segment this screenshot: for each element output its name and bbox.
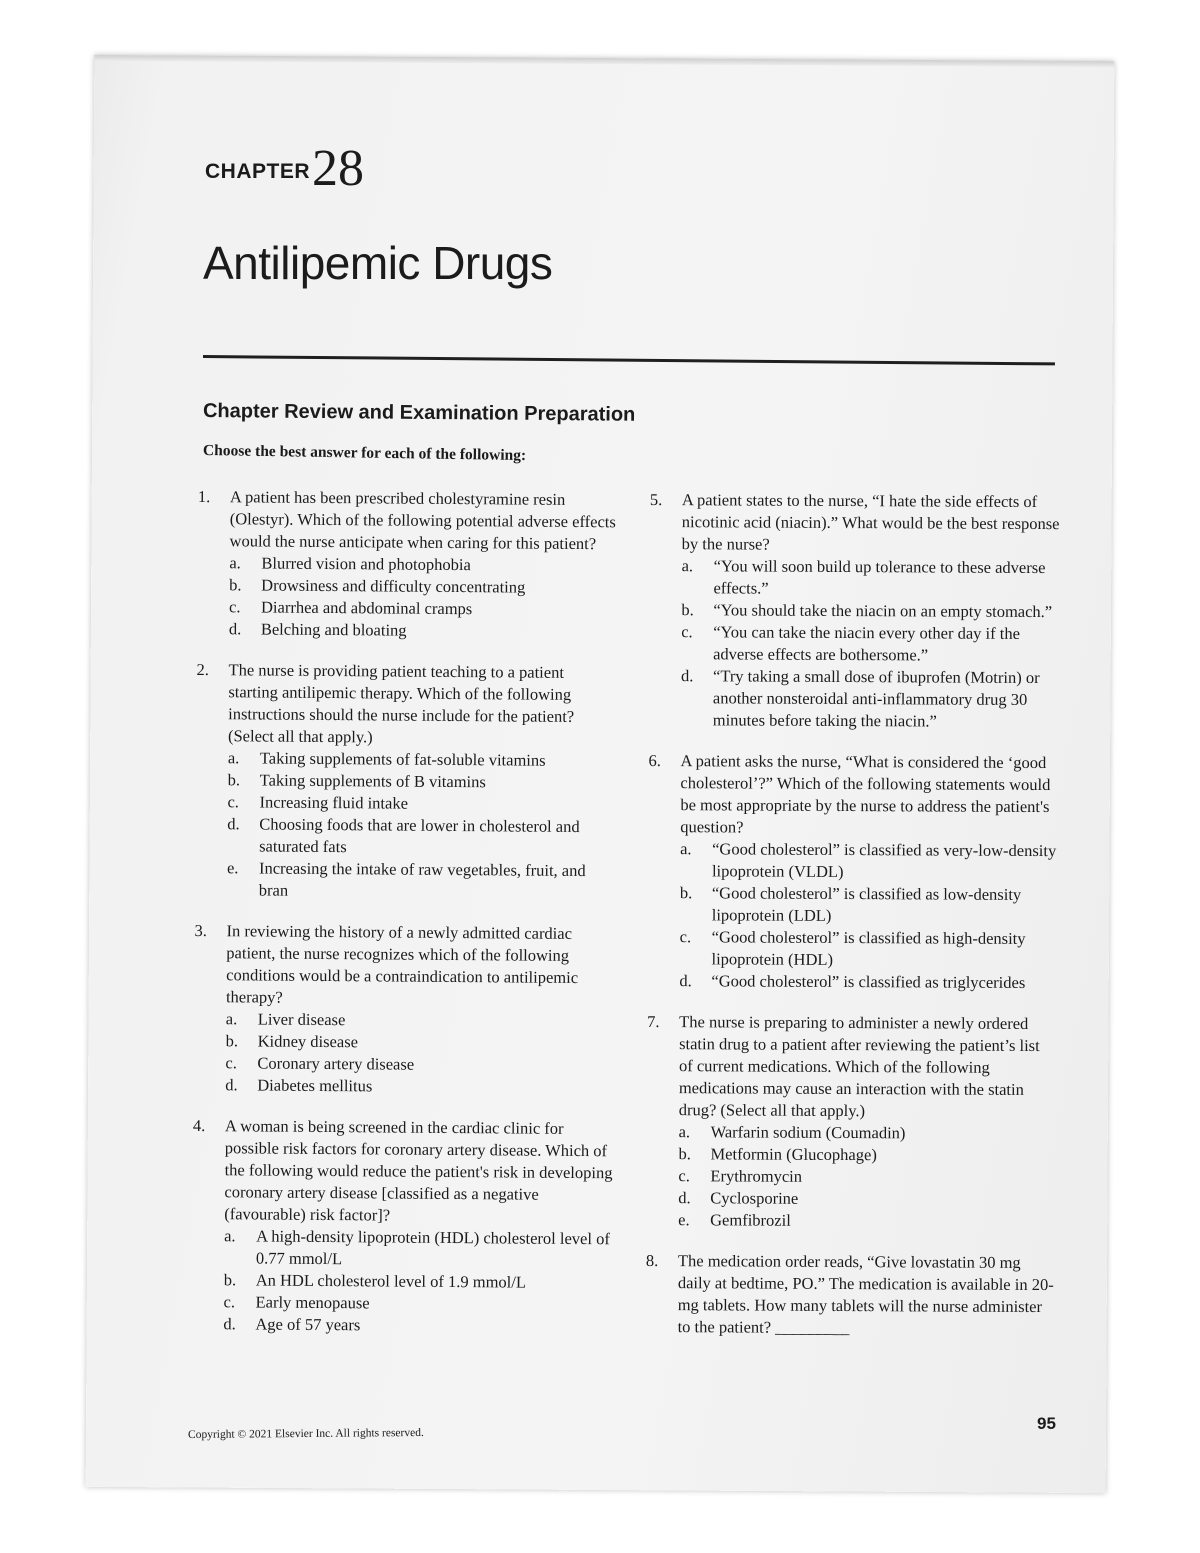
- option-letter: b.: [227, 770, 241, 790]
- chapter-title: Antilipemic Drugs: [203, 237, 553, 289]
- question-stem[interactable]: The medication order reads, “Give lovastatin 30 mg daily at bedtime, PO.” The medication is available in 20-mg tablets. How many tablets will the nurse administer to the patient? _________: [677, 1251, 1054, 1338]
- answer-option[interactable]: [225, 1074, 613, 1099]
- option-letter: d.: [678, 1188, 691, 1208]
- chapter-number: 28: [312, 140, 364, 197]
- option-letter: a.: [680, 839, 692, 859]
- option-letter: c.: [223, 1292, 236, 1312]
- option-text: “Good cholesterol” is classified as very-low-density lipoprotein (VLDL): [711, 839, 1057, 882]
- answer-option[interactable]: [678, 1143, 1056, 1167]
- answer-option[interactable]: [681, 665, 1059, 733]
- question-stem: A woman is being screened in the cardiac clinic for possible risk factors for coronary artery disease. Which of the following would reduce the patient's risk in developing coronary artery disease [classified as a negative (favourable) risk factor]?: [224, 1116, 613, 1225]
- option-text: Metformin (Glucophage): [710, 1144, 877, 1165]
- answer-option[interactable]: [681, 621, 1059, 667]
- option-letter: c.: [225, 1053, 237, 1073]
- question-stem: In reviewing the history of a newly admitted cardiac patient, the nurse recognizes which of the following conditions would be a contraindication to antilipemic therapy?: [225, 921, 579, 1007]
- option-letter: e.: [678, 1210, 690, 1230]
- question-2: [195, 659, 617, 904]
- section-heading: Chapter Review and Examination Preparation: [202, 400, 636, 426]
- question-5: [649, 489, 1060, 733]
- option-text: Cyclosporine: [710, 1188, 799, 1208]
- answer-option[interactable]: [228, 747, 616, 772]
- option-text: Taking supplements of fat-soluble vitamins: [259, 748, 546, 770]
- answer-option[interactable]: [679, 1121, 1057, 1145]
- option-text: Diabetes mellitus: [257, 1075, 373, 1096]
- option-text: Blurred vision and photophobia: [261, 553, 471, 575]
- option-letter: d.: [225, 1075, 238, 1095]
- question-number: 3.: [194, 920, 207, 941]
- right-column: [645, 489, 1060, 1359]
- question-8: [646, 1250, 1056, 1340]
- question-number: 5.: [649, 490, 663, 510]
- option-text: “You will soon build up tolerance to these adverse effects.”: [713, 556, 1046, 598]
- answer-option[interactable]: [680, 838, 1058, 884]
- option-text: “Good cholesterol” is classified as high-density lipoprotein (HDL): [711, 927, 1026, 969]
- option-text: “You can take the niacin every other day if the adverse effects are bothersome.”: [713, 622, 1020, 665]
- option-text: Taking supplements of B vitamins: [259, 770, 486, 792]
- answer-option[interactable]: [223, 1313, 611, 1338]
- answer-option[interactable]: [229, 596, 617, 621]
- option-text: Increasing fluid intake: [259, 792, 409, 813]
- answer-option[interactable]: [224, 1225, 612, 1272]
- option-letter: d.: [227, 814, 240, 834]
- question-number: 1.: [197, 486, 211, 507]
- answer-option[interactable]: [228, 769, 616, 794]
- answer-option[interactable]: [229, 552, 617, 577]
- answer-option[interactable]: [224, 1291, 612, 1316]
- answer-option[interactable]: [681, 555, 1059, 601]
- option-text: Belching and bloating: [260, 619, 407, 640]
- option-text: An HDL cholesterol level of 1.9 mmol/L: [255, 1270, 527, 1292]
- option-text: “Try taking a small dose of ibuprofen (Motrin) or another nonsteroidal anti-inflammatory drug 30 minutes before taking the niacin.”: [712, 666, 1040, 731]
- option-letter: a.: [678, 1122, 691, 1142]
- question-7: [646, 1011, 1057, 1233]
- option-letter: b.: [681, 600, 694, 620]
- question-3: [193, 920, 614, 1099]
- option-letter: e.: [226, 858, 239, 878]
- question-6: [647, 750, 1058, 994]
- option-letter: d.: [228, 619, 242, 639]
- option-text: “Good cholesterol” is classified as triglycerides: [711, 971, 1026, 992]
- option-text: Early menopause: [255, 1292, 370, 1313]
- answer-option[interactable]: [227, 791, 615, 816]
- option-text: A high-density lipoprotein (HDL) cholesterol level of 0.77 mmol/L: [255, 1226, 610, 1269]
- answer-option[interactable]: [225, 1052, 613, 1077]
- option-text: Increasing the intake of raw vegetables, fruit, and bran: [258, 858, 586, 900]
- question-stem: The nurse is preparing to administer a newly ordered statin drug to a patient after reviewing the patient’s list of current medications. Which of the following medications may cause an interaction with the statin drug? (Select all that apply.): [678, 1012, 1040, 1121]
- option-text: Age of 57 years: [255, 1314, 361, 1335]
- option-text: “Good cholesterol” is classified as low-density lipoprotein (LDL): [711, 883, 1022, 925]
- answer-option[interactable]: [681, 599, 1059, 623]
- option-letter: a.: [225, 1009, 238, 1029]
- chapter-label: CHAPTER: [205, 160, 311, 183]
- question-stem: A patient asks the nurse, “What is considered the ‘good cholesterol’?” Which of the following statements would be most appropriate by the nurse to address the patient's question?: [680, 751, 1051, 837]
- question-number: 4.: [192, 1115, 206, 1136]
- answer-option[interactable]: [678, 1209, 1056, 1233]
- option-letter: b.: [679, 883, 693, 903]
- answer-option[interactable]: [224, 1269, 612, 1294]
- question-number: 8.: [645, 1250, 659, 1271]
- paper-edge: [94, 55, 1114, 67]
- option-letter: c.: [679, 927, 692, 947]
- option-letter: a.: [227, 748, 240, 768]
- question-1: [197, 486, 618, 643]
- option-letter: a.: [681, 556, 694, 576]
- question-number: 2.: [196, 659, 210, 680]
- option-letter: c.: [681, 622, 693, 642]
- answer-option[interactable]: [229, 618, 617, 643]
- option-letter: a.: [229, 553, 241, 573]
- option-letter: a.: [224, 1226, 236, 1246]
- answer-option[interactable]: [678, 1165, 1056, 1189]
- option-letter: d.: [679, 971, 692, 991]
- answer-option[interactable]: [680, 882, 1058, 928]
- question-stem: A patient has been prescribed cholestyramine resin (Olestyr). Which of the following potential adverse effects would the nurse anticipate when caring for this patient?: [229, 487, 616, 554]
- copyright-notice: Copyright © 2021 Elsevier Inc. All rights reserved.: [187, 1426, 424, 1442]
- option-letter: c.: [227, 792, 240, 812]
- option-text: Diarrhea and abdominal cramps: [260, 597, 473, 619]
- answer-option[interactable]: [226, 1030, 614, 1055]
- option-letter: b.: [678, 1144, 691, 1164]
- question-stem: The nurse is providing patient teaching to a patient starting antilipemic therapy. Which of the following instructions should the nurse include for the patient? (Select all that apply.): [227, 660, 575, 747]
- option-text: Drowsiness and difficulty concentrating: [261, 575, 526, 597]
- answer-option[interactable]: [226, 1008, 614, 1033]
- option-text: “You should take the niacin on an empty stomach.”: [713, 600, 1053, 622]
- option-letter: c.: [678, 1166, 690, 1186]
- option-letter: b.: [225, 1031, 239, 1051]
- option-text: Erythromycin: [710, 1166, 803, 1186]
- option-text: Kidney disease: [257, 1031, 359, 1052]
- answer-option[interactable]: [229, 574, 617, 599]
- option-text: Choosing foods that are lower in cholesterol and saturated fats: [259, 814, 580, 857]
- question-stem: A patient states to the nurse, “I hate the side effects of nicotinic acid (niacin).” What would be the best response by the nurse?: [681, 490, 1060, 554]
- instruction-text: Choose the best answer for each of the following:: [202, 442, 527, 465]
- option-text: Coronary artery disease: [257, 1053, 415, 1074]
- answer-option[interactable]: [227, 857, 615, 904]
- option-text: Liver disease: [257, 1009, 346, 1030]
- question-number: 6.: [648, 750, 662, 771]
- option-letter: d.: [223, 1314, 236, 1334]
- answer-option[interactable]: [227, 813, 615, 860]
- answer-option[interactable]: [679, 926, 1057, 972]
- option-letter: c.: [228, 597, 241, 617]
- option-text: Gemfibrozil: [710, 1210, 791, 1230]
- answer-option[interactable]: [679, 970, 1057, 994]
- question-4: [191, 1115, 613, 1338]
- option-letter: b.: [229, 575, 242, 595]
- option-text: Warfarin sodium (Coumadin): [710, 1122, 906, 1143]
- answer-option[interactable]: [678, 1187, 1056, 1211]
- left-column: [191, 486, 618, 1357]
- page-number: 95: [1037, 1414, 1056, 1433]
- option-letter: d.: [680, 666, 694, 686]
- question-number: 7.: [647, 1011, 660, 1032]
- option-letter: b.: [223, 1270, 237, 1290]
